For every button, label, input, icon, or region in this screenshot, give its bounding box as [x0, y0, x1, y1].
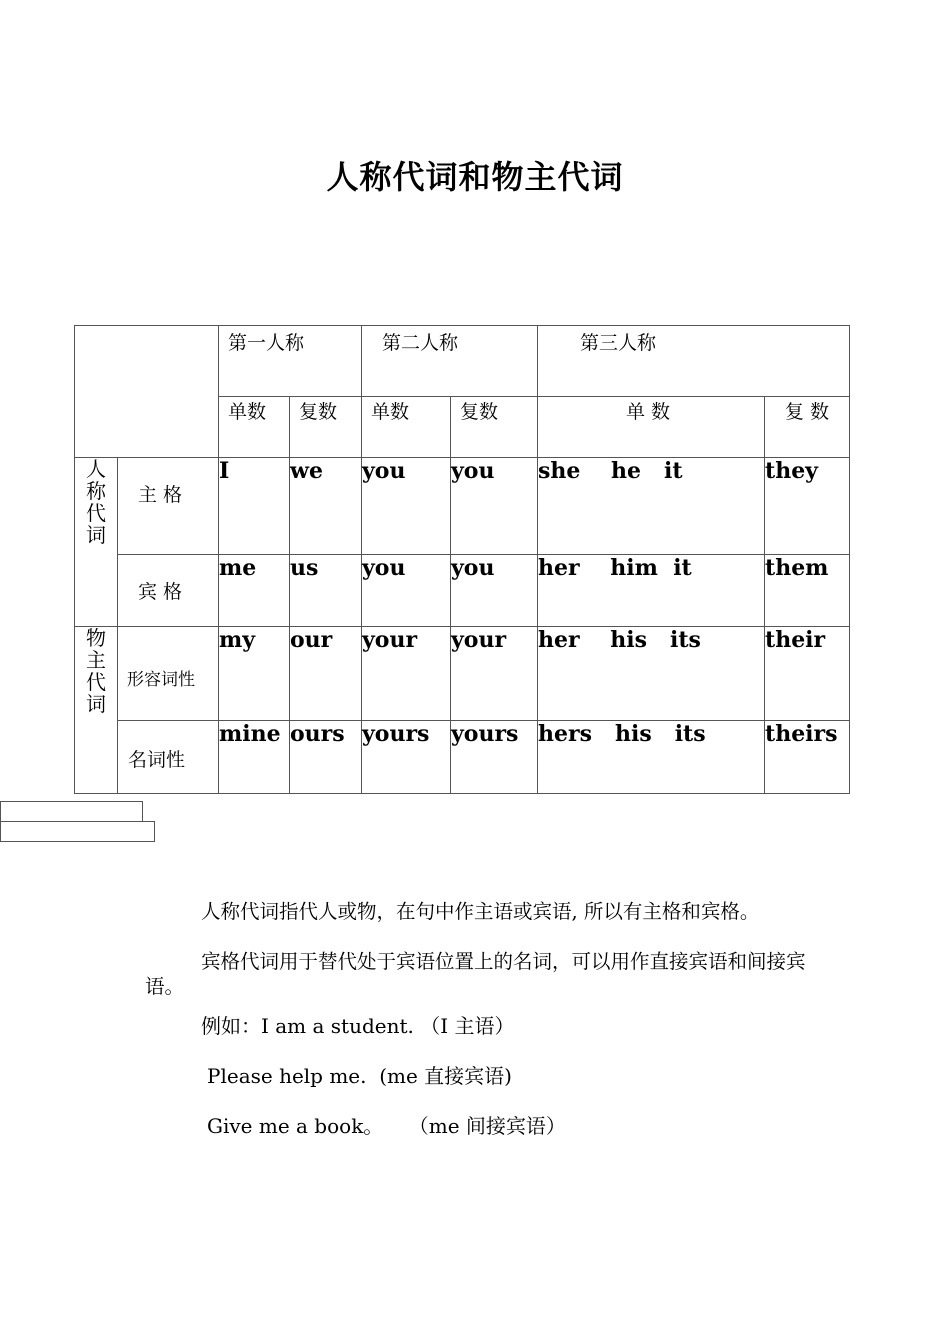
table-cell: theirs — [765, 721, 850, 794]
table-cell: you — [362, 555, 451, 627]
table-cell: her his its — [538, 627, 765, 721]
pronoun-table — [74, 325, 850, 794]
table-cell: hers his its — [538, 721, 765, 794]
empty-box — [0, 821, 155, 842]
table-cell: ours — [290, 721, 362, 794]
table-cell: you — [451, 555, 538, 627]
table-cell: your — [451, 627, 538, 721]
case-label: 主 格 — [118, 458, 219, 555]
example-line: Give me a book。 （me 间接宾语） — [207, 1114, 566, 1138]
header-second-person: 第二人称 — [362, 326, 538, 397]
paragraph-definition: 人称代词指代人或物，在句中作主语或宾语, 所以有主格和宾格。 — [201, 900, 760, 923]
table-row — [75, 458, 850, 555]
table-cell: me — [219, 555, 290, 627]
header-singular: 单数 — [219, 397, 290, 458]
example-line: Please help me. (me 直接宾语) — [207, 1064, 512, 1088]
table-cell: we — [290, 458, 362, 555]
table-cell: yours — [451, 721, 538, 794]
header-plural: 复 数 — [765, 397, 850, 458]
header-third-person: 第三人称 — [538, 326, 850, 397]
header-plural: 复数 — [290, 397, 362, 458]
table-cell: yours — [362, 721, 451, 794]
example-line: 例如：I am a student. （I 主语） — [201, 1014, 515, 1038]
table-cell: they — [765, 458, 850, 555]
paragraph-object-usage: 宾格代词用于替代处于宾语位置上的名词，可以用作直接宾语和间接宾语。 — [145, 950, 806, 998]
header-plural: 复数 — [451, 397, 538, 458]
table-cell: her him it — [538, 555, 765, 627]
case-label: 名词性 — [118, 721, 219, 794]
corner-cell — [75, 326, 219, 458]
table-cell: you — [451, 458, 538, 555]
table-cell: your — [362, 627, 451, 721]
group-label-personal-pronoun: 人 称 代 词 — [75, 458, 118, 627]
header-singular: 单 数 — [538, 397, 765, 458]
table-cell: she he it — [538, 458, 765, 555]
header-first-person: 第一人称 — [219, 326, 362, 397]
table-cell: their — [765, 627, 850, 721]
table-cell: mine — [219, 721, 290, 794]
table-cell: our — [290, 627, 362, 721]
table-cell: them — [765, 555, 850, 627]
table-row — [75, 555, 850, 627]
table-row — [75, 627, 850, 721]
page-title: 人称代词和物主代词 — [326, 158, 624, 196]
table-cell: us — [290, 555, 362, 627]
case-label: 形容词性 — [118, 627, 219, 721]
header-singular: 单数 — [362, 397, 451, 458]
table-row — [75, 721, 850, 794]
table-cell: I — [219, 458, 290, 555]
table-cell: my — [219, 627, 290, 721]
table-cell: you — [362, 458, 451, 555]
empty-box — [0, 801, 143, 822]
group-label-possessive-pronoun: 物 主 代 词 — [75, 627, 118, 794]
case-label: 宾 格 — [118, 555, 219, 627]
